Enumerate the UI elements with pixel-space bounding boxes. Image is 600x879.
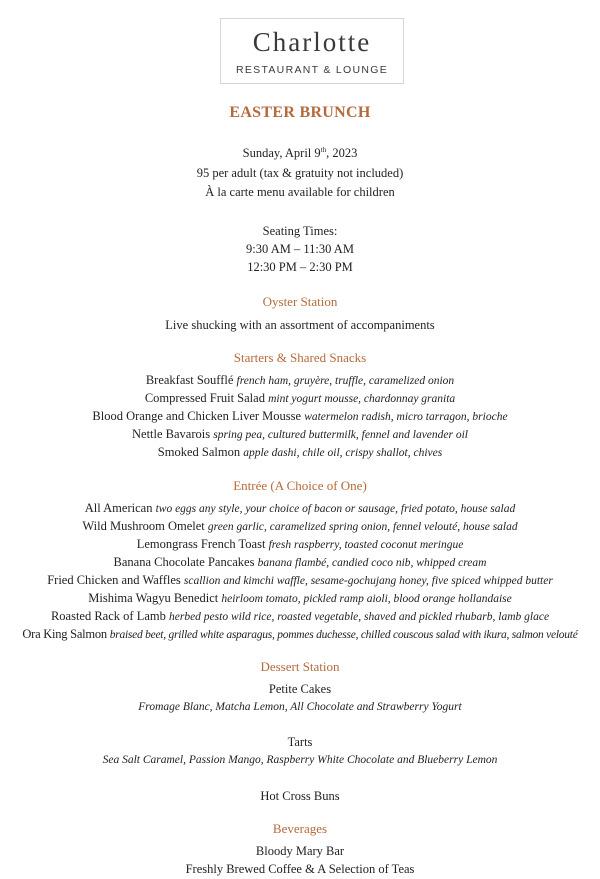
menu-item: Compressed Fruit Salad mint yogurt mousse, chardonnay granita: [144, 391, 456, 405]
seating-time: 9:30 AM – 11:30 AM: [246, 242, 354, 256]
menu-item: Mishima Wagyu Benedict heirloom tomato, pickled ramp aioli, blood orange hollandaise: [88, 591, 512, 605]
restaurant-logo: [220, 18, 404, 84]
section-heading-dessert: Dessert Station: [260, 659, 340, 674]
section-heading-oyster: Oyster Station: [262, 294, 338, 309]
menu-item: Breakfast Soufflé french ham, gruyère, truffle, caramelized onion: [145, 373, 455, 387]
menu-item: Ora King Salmon braised beet, grilled white asparagus, pommes duchesse, chilled couscous salad with ikura, salmon velouté: [22, 627, 578, 641]
seating-time: 12:30 PM – 2:30 PM: [247, 260, 353, 274]
dessert-tarts-description: Sea Salt Caramel, Passion Mango, Raspberry White Chocolate and Blueberry Lemon: [102, 754, 498, 766]
dessert-cakes-description: Fromage Blanc, Matcha Lemon, All Chocolate and Strawberry Yogurt: [138, 701, 462, 713]
children-note: À la carte menu available for children: [205, 185, 395, 199]
beverage-item: Bloody Mary Bar: [255, 844, 345, 858]
dessert-cakes-label: Petite Cakes: [268, 682, 332, 696]
oyster-description: Live shucking with an assortment of accompaniments: [165, 318, 435, 332]
section-heading-beverages: Beverages: [272, 821, 328, 836]
beverage-item: Freshly Brewed Coffee & A Selection of Teas: [185, 862, 415, 876]
logo-name: Charlotte: [252, 27, 372, 57]
menu-item: Wild Mushroom Omelet green garlic, caramelized spring onion, fennel velouté, house salad: [82, 519, 518, 533]
menu-item: Nettle Bavarois spring pea, cultured buttermilk, fennel and lavender oil: [132, 427, 468, 441]
menu-item: Smoked Salmon apple dashi, chile oil, crispy shallot, chives: [157, 445, 443, 459]
menu-item: Banana Chocolate Pancakes banana flambé, candied coco nib, whipped cream: [113, 555, 487, 569]
menu-title: EASTER BRUNCH: [229, 104, 371, 121]
event-date: Sunday, April 9th, 2023: [242, 145, 358, 160]
seating-label: Seating Times:: [262, 224, 338, 238]
section-heading-starters: Starters & Shared Snacks: [233, 350, 367, 365]
menu-item: All American two eggs any style, your choice of bacon or sausage, fried potato, house salad: [84, 501, 516, 515]
menu-item: Fried Chicken and Waffles scallion and kimchi waffle, sesame-gochujang honey, five spiced whipped butter: [47, 573, 553, 587]
menu-item: Blood Orange and Chicken Liver Mousse watermelon radish, micro tarragon, brioche: [92, 409, 508, 423]
section-heading-entree: Entrée (A Choice of One): [233, 478, 367, 493]
menu-item: Roasted Rack of Lamb herbed pesto wild rice, roasted vegetable, shaved and pickled rhubarb, lamb glace: [50, 609, 550, 623]
event-price: 95 per adult (tax & gratuity not included): [196, 166, 404, 180]
logo-subtitle: RESTAURANT & LOUNGE: [235, 64, 389, 76]
dessert-tarts-label: Tarts: [287, 735, 313, 749]
dessert-buns: Hot Cross Buns: [260, 789, 340, 803]
menu-item: Lemongrass French Toast fresh raspberry, toasted coconut meringue: [136, 537, 464, 551]
